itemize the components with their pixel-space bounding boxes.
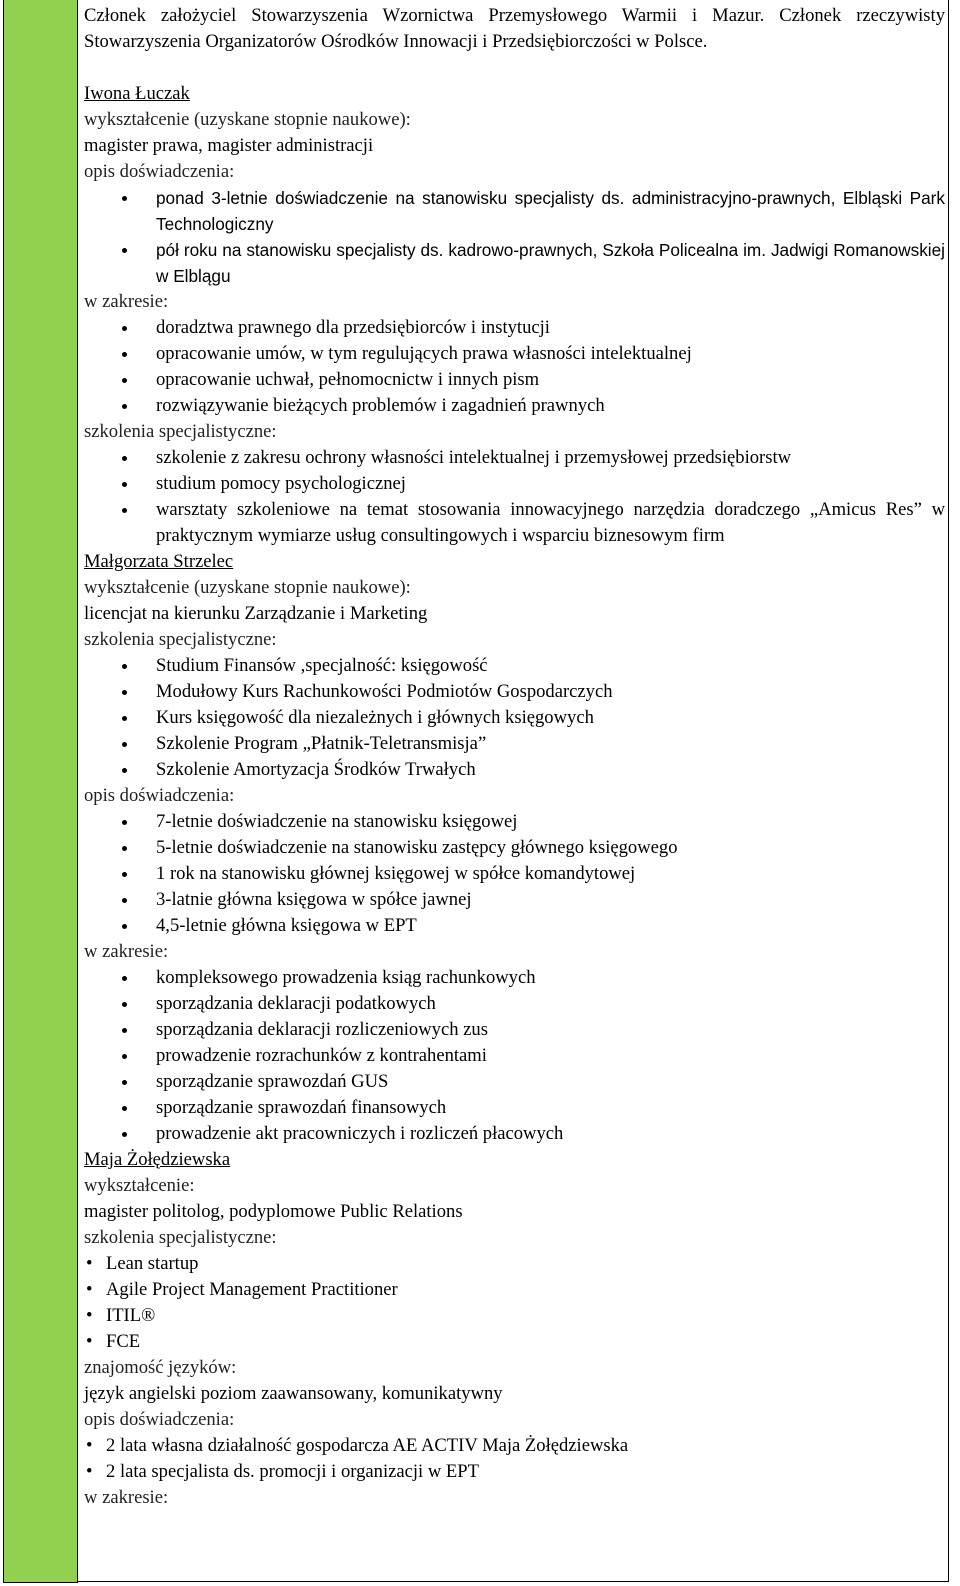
list-item: Kurs księgowość dla niezależnych i głównych księgowych	[84, 705, 945, 731]
list-item: opracowanie uchwał, pełnomocnictw i innych pism	[84, 367, 945, 393]
experience-label: opis doświadczenia:	[84, 1409, 235, 1430]
list-item: 7-letnie doświadczenie na stanowisku księgowej	[84, 809, 945, 835]
list-item: ponad 3-letnie doświadczenie na stanowisku specjalisty ds. administracyjno-prawnych, Elbląski Park Technologiczny	[84, 185, 945, 237]
list-item: • ITIL®	[84, 1303, 945, 1329]
person-name-strzelec: Małgorzata Strzelec	[84, 551, 234, 572]
list-item: Szkolenie Amortyzacja Środków Trwałych	[84, 757, 945, 783]
experience-list	[84, 809, 945, 939]
list-item: • 2 lata specjalista ds. promocji i organizacji w EPT	[84, 1459, 945, 1485]
scope-label: w zakresie:	[84, 941, 169, 962]
document-content	[77, 0, 949, 1582]
education-label: wykształcenie:	[84, 1175, 195, 1196]
list-item: sporządzania deklaracji podatkowych	[84, 991, 945, 1017]
list-item: prowadzenie akt pracowniczych i rozliczeń płacowych	[84, 1121, 945, 1147]
list-item: Studium Finansów ,specjalność: księgowość	[84, 653, 945, 679]
training-list	[84, 445, 945, 549]
list-item: kompleksowego prowadzenia ksiąg rachunkowych	[84, 965, 945, 991]
languages-value: język angielski poziom zaawansowany, komunikatywny	[84, 1383, 503, 1404]
experience-list	[84, 1433, 945, 1485]
list-item: sporządzanie sprawozdań finansowych	[84, 1095, 945, 1121]
list-item: sporządzania deklaracji rozliczeniowych zus	[84, 1017, 945, 1043]
list-item: Szkolenie Program „Płatnik-Teletransmisja”	[84, 731, 945, 757]
list-item: prowadzenie rozrachunków z kontrahentami	[84, 1043, 945, 1069]
scope-list	[84, 965, 945, 1147]
training-label: szkolenia specjalistyczne:	[84, 421, 277, 442]
list-item: • FCE	[84, 1329, 945, 1355]
person-name-luczak: Iwona Łuczak	[84, 83, 190, 104]
scope-list	[84, 315, 945, 419]
person-name-zoledziewska: Maja Żołędziewska	[84, 1149, 231, 1170]
scope-label: w zakresie:	[84, 291, 169, 312]
green-sidebar-column	[3, 0, 78, 1583]
education-label: wykształcenie (uzyskane stopnie naukowe):	[84, 109, 411, 130]
experience-label: opis doświadczenia:	[84, 785, 235, 806]
list-item: 1 rok na stanowisku głównej księgowej w spółce komandytowej	[84, 861, 945, 887]
training-list	[84, 1251, 945, 1355]
list-item: 4,5-letnie główna księgowa w EPT	[84, 913, 945, 939]
list-item: szkolenie z zakresu ochrony własności intelektualnej i przemysłowej przedsiębiorstw	[84, 445, 945, 471]
list-item: warsztaty szkoleniowe na temat stosowania innowacyjnego narzędzia doradczego „Amicus Res” w praktycznym wymiarze usług consultingowych i wsparciu biznesowym firm	[84, 497, 945, 549]
experience-label: opis doświadczenia:	[84, 161, 235, 182]
list-item: • Agile Project Management Practitioner	[84, 1277, 945, 1303]
languages-label: znajomość języków:	[84, 1357, 237, 1378]
training-label: szkolenia specjalistyczne:	[84, 1227, 277, 1248]
scope-label: w zakresie:	[84, 1487, 169, 1508]
list-item: Modułowy Kurs Rachunkowości Podmiotów Gospodarczych	[84, 679, 945, 705]
education-label: wykształcenie (uzyskane stopnie naukowe):	[84, 577, 411, 598]
education-value: magister politolog, podyplomowe Public Relations	[84, 1201, 463, 1222]
list-item: 5-letnie doświadczenie na stanowisku zastępcy głównego księgowego	[84, 835, 945, 861]
education-value: magister prawa, magister administracji	[84, 135, 374, 156]
training-label: szkolenia specjalistyczne:	[84, 629, 277, 650]
list-item: pół roku na stanowisku specjalisty ds. kadrowo-prawnych, Szkoła Policealna im. Jadwigi Romanowskiej w Elblągu	[84, 237, 945, 289]
intro-paragraph: Członek założyciel Stowarzyszenia Wzornictwa Przemysłowego Warmii i Mazur. Członek rzeczywisty Stowarzyszenia Organizatorów Ośrodków Innowacji i Przedsiębiorczości w Polsce.	[84, 5, 945, 52]
list-item: sporządzanie sprawozdań GUS	[84, 1069, 945, 1095]
list-item: 3-latnie główna księgowa w spółce jawnej	[84, 887, 945, 913]
spacer	[84, 55, 945, 81]
list-item: • Lean startup	[84, 1251, 945, 1277]
training-list	[84, 653, 945, 783]
list-item: studium pomocy psychologicznej	[84, 471, 945, 497]
list-item: rozwiązywanie bieżących problemów i zagadnień prawnych	[84, 393, 945, 419]
list-item: • 2 lata własna działalność gospodarcza AE ACTIV Maja Żołędziewska	[84, 1433, 945, 1459]
education-value: licencjat na kierunku Zarządzanie i Marketing	[84, 603, 428, 624]
experience-list	[84, 185, 945, 289]
list-item: doradztwa prawnego dla przedsiębiorców i instytucji	[84, 315, 945, 341]
list-item: opracowanie umów, w tym regulujących prawa własności intelektualnej	[84, 341, 945, 367]
